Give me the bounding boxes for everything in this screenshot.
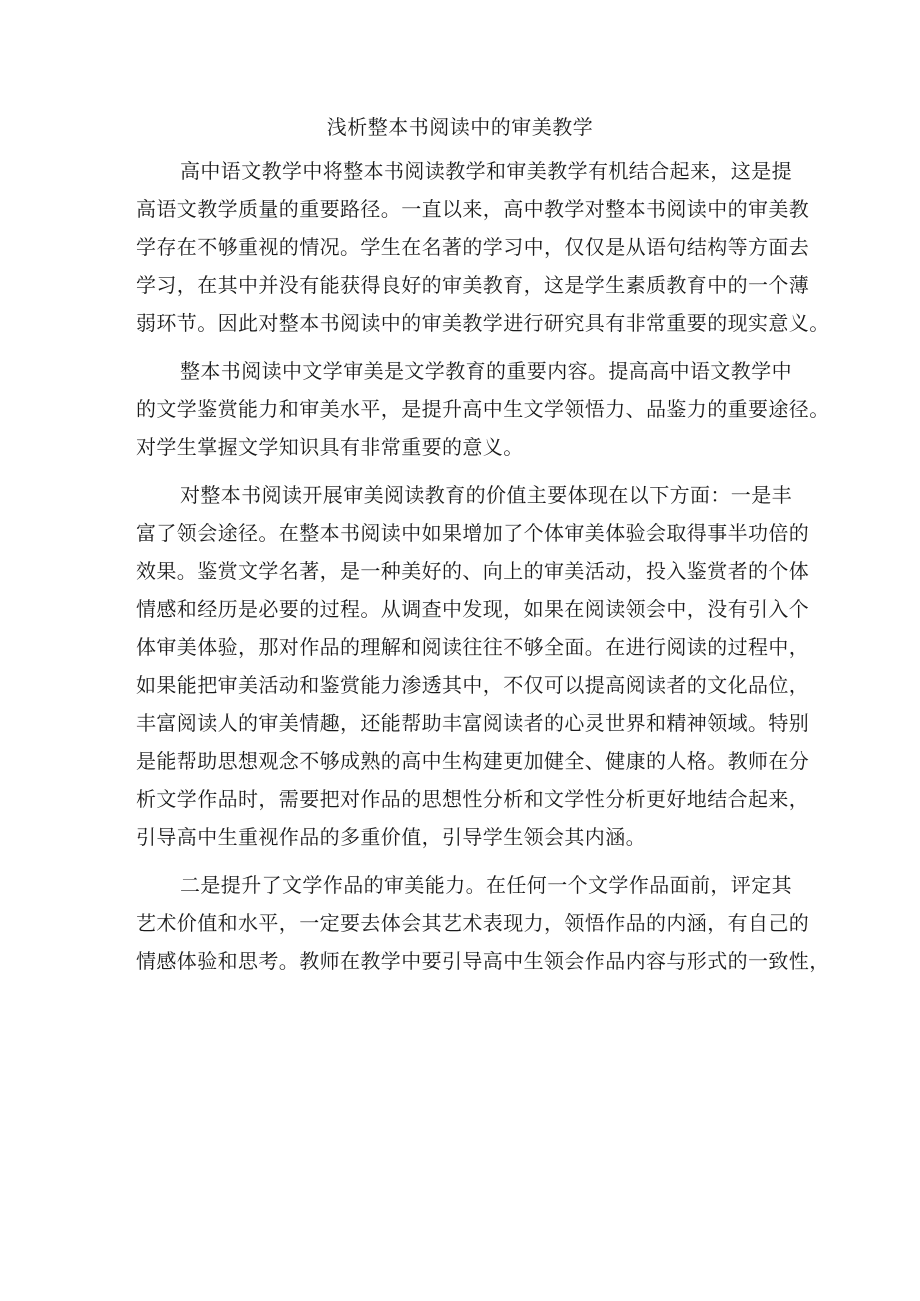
document-title: 浅析整本书阅读中的审美教学 [326, 115, 594, 139]
document-body [136, 152, 830, 990]
text-line: 的文学鉴赏能力和审美水平，是提升高中生文学领悟力、品鉴力的重要途径。 [136, 397, 830, 421]
text-line: 二是提升了文学作品的审美能力。在任何一个文学作品面前，评定其 [180, 873, 792, 897]
text-line: 情感和经历是必要的过程。从调查中发现，如果在阅读领会中，没有引入个 [136, 597, 810, 621]
paragraph-3 [136, 476, 810, 856]
text-line: 情感体验和思考。教师在教学中要引导高中生领会作品内容与形式的一致性， [136, 949, 830, 973]
text-line: 如果能把审美活动和鉴赏能力渗透其中，不仅可以提高阅读者的文化品位， [136, 673, 810, 697]
text-line: 析文学作品时，需要把对作品的思想性分析和文学性分析更好地结合起来， [136, 787, 810, 811]
text-line: 学存在不够重视的情况。学生在名著的学习中，仅仅是从语句结构等方面去 [136, 235, 810, 259]
text-line: 学习，在其中并没有能获得良好的审美教育，这是学生素质教育中的一个薄 [136, 273, 810, 297]
text-line: 引导高中生重视作品的多重价值，引导学生领会其内涵。 [136, 825, 646, 849]
text-line: 体审美体验，那对作品的理解和阅读往往不够全面。在进行阅读的过程中， [136, 635, 810, 659]
paragraph-2 [136, 352, 830, 466]
text-line: 富了领会途径。在整本书阅读中如果增加了个体审美体验会取得事半功倍的 [136, 521, 810, 545]
text-line: 丰富阅读人的审美情趣，还能帮助丰富阅读者的心灵世界和精神领域。特别 [136, 711, 810, 735]
text-line: 整本书阅读中文学审美是文学教育的重要内容。提高高中语文教学中 [180, 359, 792, 383]
text-line: 对整本书阅读开展审美阅读教育的价值主要体现在以下方面：一是丰 [180, 483, 792, 507]
text-line: 高语文教学质量的重要路径。一直以来，高中教学对整本书阅读中的审美教 [136, 197, 810, 221]
text-line: 弱环节。因此对整本书阅读中的审美教学进行研究具有非常重要的现实意义。 [136, 311, 830, 335]
text-line: 艺术价值和水平，一定要去体会其艺术表现力，领悟作品的内涵，有自己的 [136, 911, 810, 935]
text-line: 效果。鉴赏文学名著，是一种美好的、向上的审美活动，投入鉴赏者的个体 [136, 559, 810, 583]
text-line: 是能帮助思想观念不够成熟的高中生构建更加健全、健康的人格。教师在分 [136, 749, 810, 773]
paragraph-4 [136, 866, 830, 980]
text-line: 对学生掌握文学知识具有非常重要的意义。 [136, 435, 524, 459]
paragraph-1 [136, 152, 830, 342]
text-line: 高中语文教学中将整本书阅读教学和审美教学有机结合起来，这是提 [180, 159, 792, 183]
